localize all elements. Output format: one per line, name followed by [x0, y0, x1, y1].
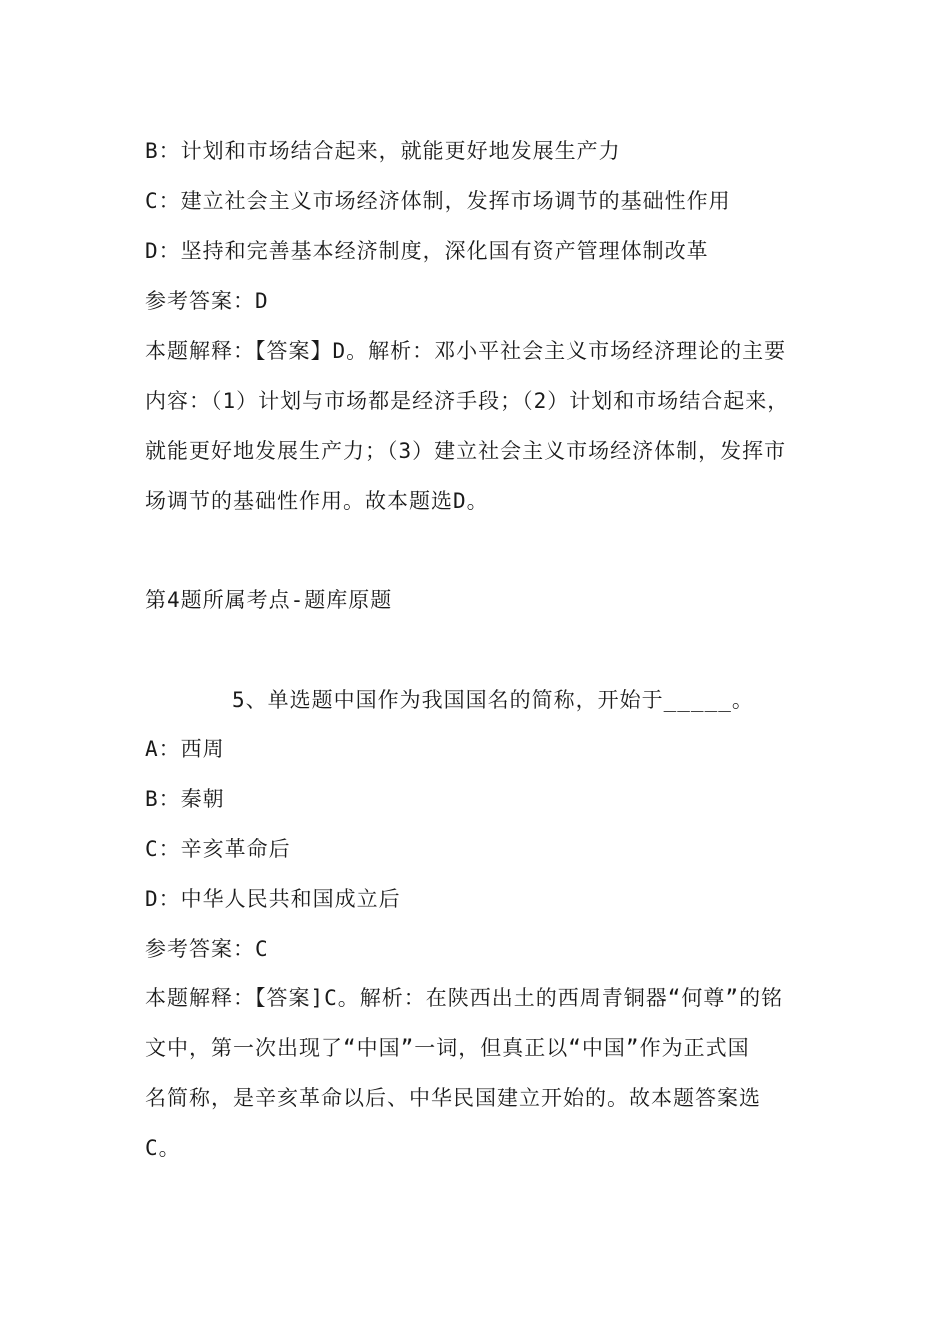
q5-explanation-line: 文中，第一次出现了“中国”一词，但真正以“中国”作为正式国 — [145, 1036, 750, 1060]
q4-explanation-line: 本题解释：【答案】D。解析：邓小平社会主义市场经济理论的主要 — [145, 339, 787, 363]
q5-option-c: C：辛亥革命后 — [145, 837, 291, 861]
q5-answer: 参考答案：C — [145, 937, 269, 961]
q5-explanation-line: 本题解释：【答案]C。解析：在陕西出土的西周青铜器“何尊”的铭 — [145, 986, 784, 1010]
q5-explanation-line: 名简称，是辛亥革命以后、中华民国建立开始的。故本题答案选 — [145, 1086, 761, 1110]
q4-option-d: D：坚持和完善基本经济制度，深化国有资产管理体制改革 — [145, 239, 709, 263]
q4-explanation-line: 就能更好地发展生产力；（3）建立社会主义市场经济体制，发挥市 — [145, 439, 787, 463]
q5-question: 5、单选题中国作为我国国名的简称，开始于_____。 — [232, 688, 754, 712]
q5-option-b: B：秦朝 — [145, 787, 225, 811]
q5-explanation-line: C。 — [145, 1136, 181, 1160]
q4-option-c: C：建立社会主义市场经济体制，发挥市场调节的基础性作用 — [145, 189, 731, 213]
q4-option-b: B：计划和市场结合起来，就能更好地发展生产力 — [145, 139, 621, 163]
q4-explanation-line: 内容：（1）计划与市场都是经济手段；（2）计划和市场结合起来， — [145, 389, 790, 413]
q5-option-d: D：中华人民共和国成立后 — [145, 887, 401, 911]
q4-explanation-line: 场调节的基础性作用。故本题选D。 — [145, 489, 489, 513]
q5-option-a: A：西周 — [145, 737, 225, 761]
q4-topic: 第4题所属考点-题库原题 — [145, 588, 393, 612]
q4-answer: 参考答案：D — [145, 289, 269, 313]
